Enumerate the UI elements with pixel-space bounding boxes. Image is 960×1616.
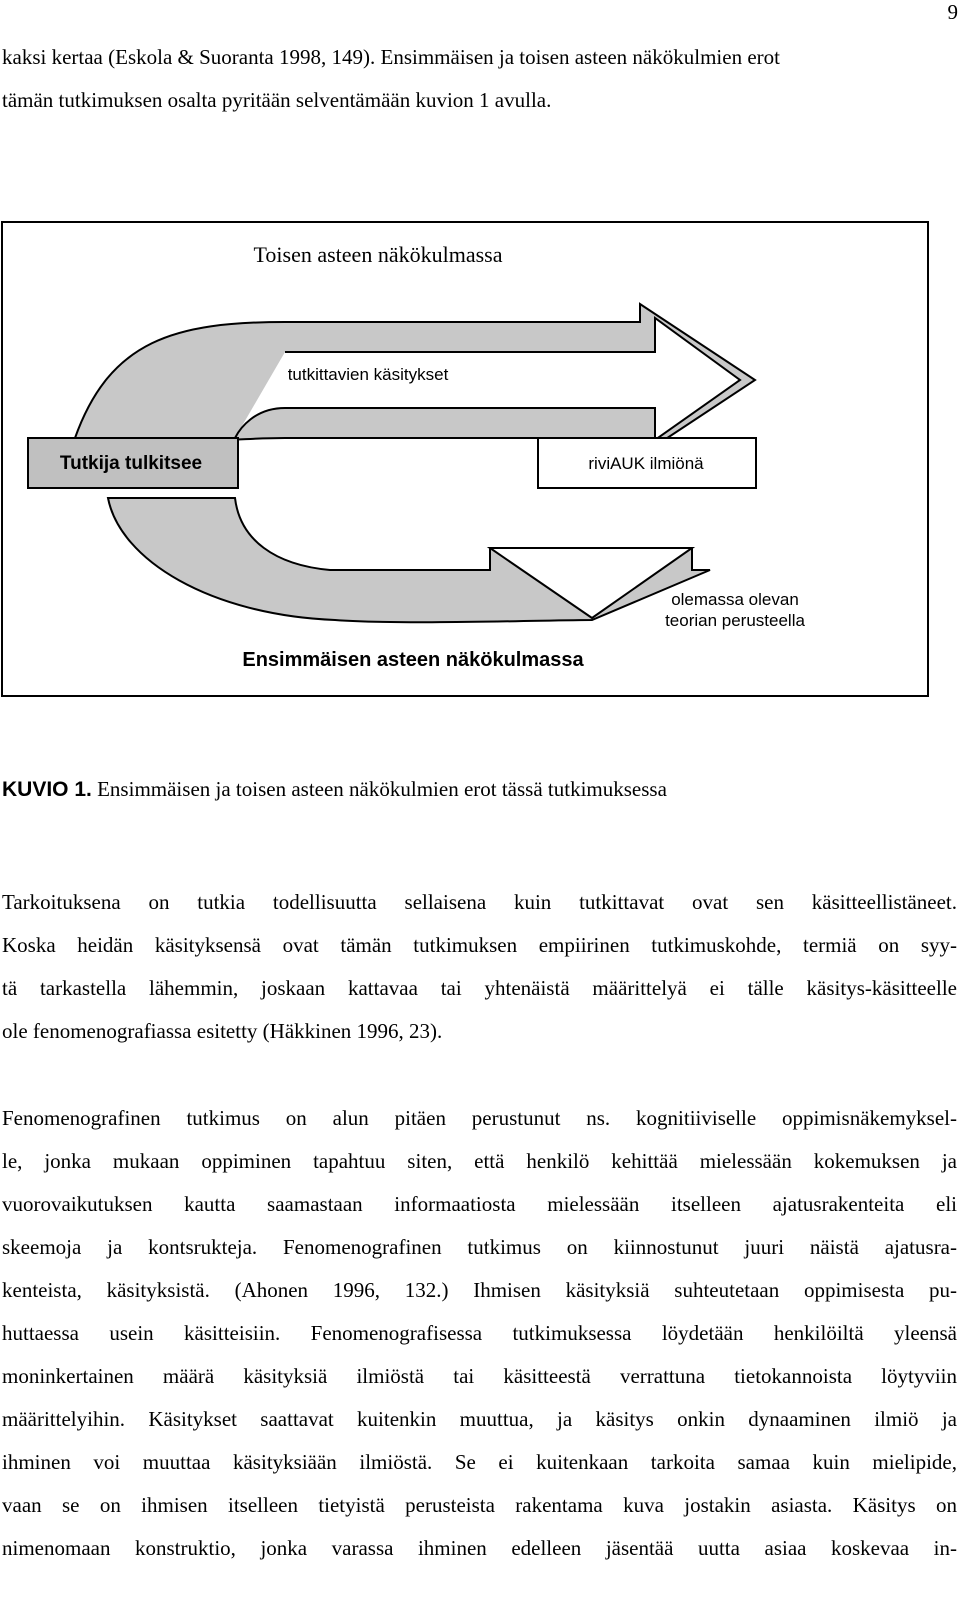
figure-caption-label: KUVIO 1. (2, 778, 92, 801)
figure-box-right: riviAUK ilmiönä (588, 454, 704, 473)
paragraph-1-line: tä tarkastella lähemmin, joskaan kattavaa tai yhtenäistä määrittelyä ei tälle käsitys-käsitteelle (2, 976, 957, 1000)
paragraph-1-line: ole fenomenografiassa esitetty (Häkkinen 1996, 23). (2, 1019, 443, 1043)
intro-line-1: kaksi kertaa (Eskola & Suoranta 1998, 149). Ensimmäisen ja toisen asteen näkökulmien erot (2, 45, 780, 69)
figure-caption-text: Ensimmäisen ja toisen asteen näkökulmien erot tässä tutkimuksessa (91, 777, 667, 801)
page-number: 9 (947, 0, 958, 24)
figure-title-top: Toisen asteen näkökulmassa (253, 242, 503, 267)
paragraph-2-line: moninkertainen määrä käsityksiä ilmiöstä tai käsitteestä verrattuna tietokannoista löytyviin (2, 1364, 957, 1388)
figure-side-label-1: olemassa olevan (671, 590, 799, 609)
paragraph-2-line: kenteista, käsityksistä. (Ahonen 1996, 132.) Ihmisen käsityksiä suhteutetaan oppimisesta pu- (2, 1278, 957, 1302)
figure-caption (2, 777, 667, 802)
paragraph-2-line: nimenomaan konstruktio, jonka varassa ihminen edelleen jäsentää uutta asiaa koskevaa in- (2, 1536, 957, 1560)
paragraph-1-line: Tarkoituksena on tutkia todellisuutta sellaisena kuin tutkittavat ovat sen käsitteellistäneet. (2, 890, 957, 914)
paragraph-2-line: le, jonka mukaan oppiminen tapahtuu siten, että henkilö kehittää mielessään kokemuksen ja (2, 1149, 957, 1173)
paragraph-1-line: Koska heidän käsityksensä ovat tämän tutkimuksen empiirinen tutkimuskohde, termiä on syy- (2, 933, 957, 957)
paragraph-2-line: Fenomenografinen tutkimus on alun pitäen perustunut ns. kognitiiviselle oppimisnäkemyksel- (2, 1106, 957, 1130)
figure-title-bottom: Ensimmäisen asteen näkökulmassa (242, 649, 584, 671)
paragraph-2-line: huttaessa usein käsitteisiin. Fenomenografisessa tutkimuksessa löydetään henkilöiltä yleensä (2, 1321, 957, 1345)
paragraph-2-line: vaan se on ihmisen itselleen tietyistä perusteista rakentama kuva jostakin asiasta. Käsitys on (2, 1493, 957, 1517)
intro-line-2: tämän tutkimuksen osalta pyritään selventämään kuvion 1 avulla. (2, 88, 552, 112)
figure-box-left: Tutkija tulkitsee (59, 453, 203, 474)
paragraph-2-line: skeemoja ja kontsrukteja. Fenomenografinen tutkimus on kiinnostunut juuri näistä ajatusra- (2, 1235, 957, 1259)
paragraph-2-line: ihminen voi muuttaa käsityksiään ilmiöstä. Se ei kuitenkaan tarkoita samaa kuin mielipide, (2, 1450, 957, 1474)
figure-diagram (0, 220, 960, 720)
figure-arc-label: tutkittavien käsitykset (287, 365, 449, 384)
paragraph-2-line: vuorovaikutuksen kautta saamastaan informaatiosta mielessään itselleen ajatusrakenteita eli (2, 1192, 957, 1216)
figure-side-label-2: teorian perusteella (665, 611, 805, 630)
paragraph-2-line: määrittelyihin. Käsitykset saattavat kuitenkin muuttua, ja käsitys onkin dynaaminen ilmiö ja (2, 1407, 957, 1431)
